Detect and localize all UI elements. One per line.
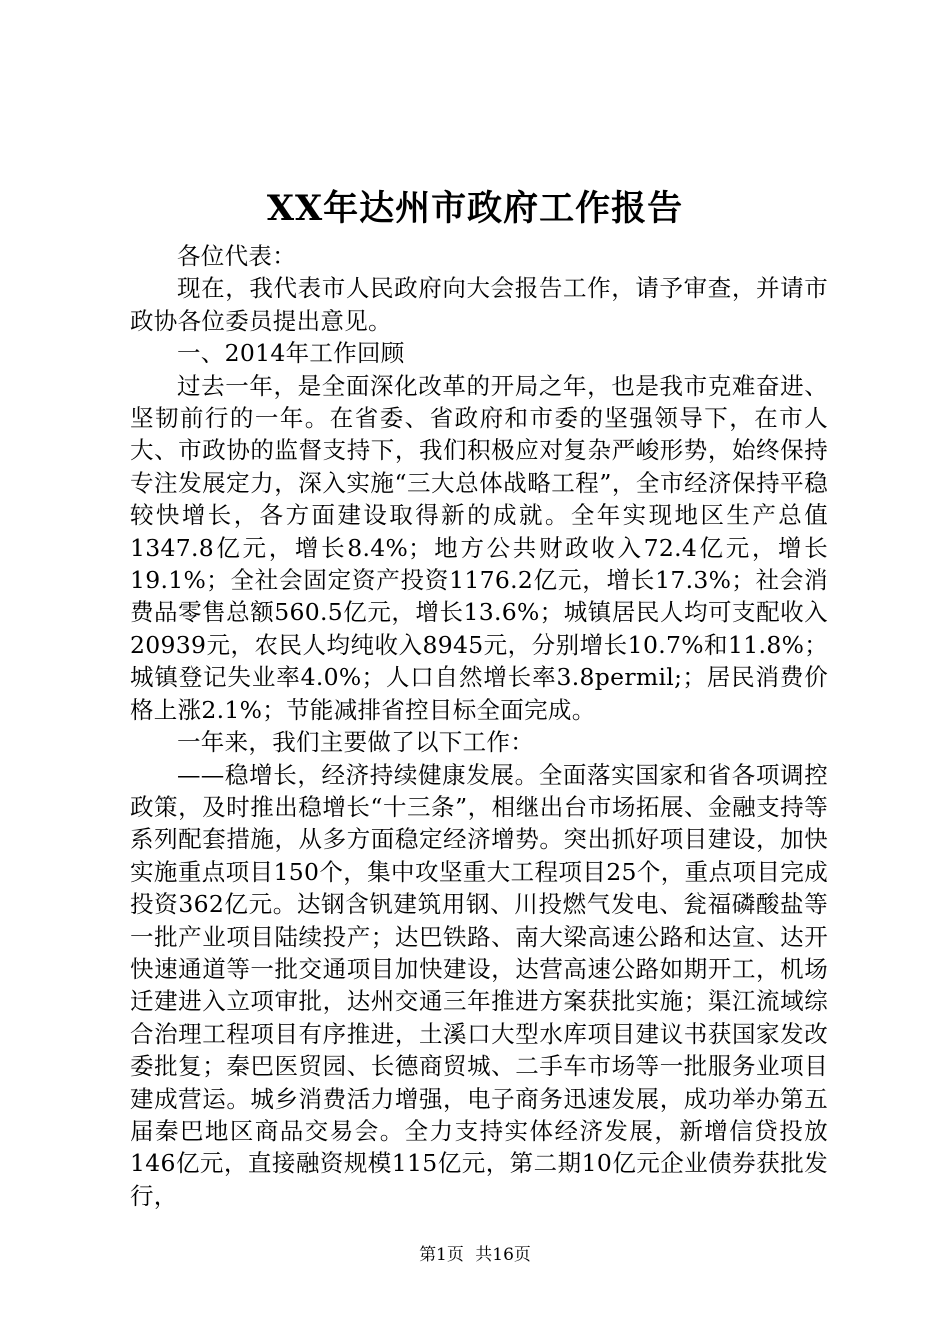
paragraph-review: 过去一年，是全面深化改革的开局之年，也是我市克难奋进、坚韧前行的一年。在省委、省政府和市委的坚强领导下，在市人大、市政协的监督支持下，我们积极应对复杂严峻形势，始终保持专注发展定力，深入实施“三大总体战略工程”，全市经济保持平稳较快增长，各方面建设取得新的成就。全年实现地区生产总值1347.8亿元，增长8.4%；地方公共财政收入72.4亿元，增长19.1%；全社会固定资产投资1176.2亿元，增长17.3%；社会消费品零售总额560.5亿元，增长13.6%；城镇居民人均可支配收入20939元，农民人均纯收入8945元，分别增长10.7%和11.8%；城镇登记失业率4.0%；人口自然增长率3.8permil;；居民消费价格上涨2.1%；节能减排省控目标全面完成。 (130, 371, 828, 724)
paragraph-growth: ——稳增长，经济持续健康发展。全面落实国家和省各项调控政策，及时推出稳增长“十三条”，相继出台市场拓展、金融支持等系列配套措施，从多方面稳定经济增势。突出抓好项目建设，加快实施重点项目150个，集中攻坚重大工程项目25个，重点项目完成投资362亿元。达钢含钒建筑用钢、川投燃气发电、瓮福磷酸盐等一批产业项目陆续投产；达巴铁路、南大梁高速公路和达宣、达开快速通道等一批交通项目加快建设，达营高速公路如期开工，机场迁建进入立项审批，达州交通三年推进方案获批实施；渠江流域综合治理工程项目有序推进，土溪口大型水库项目建议书获国家发改委批复；秦巴医贸园、长德商贸城、二手车市场等一批服务业项目建成营运。城乡消费活力增强，电子商务迅速发展，成功举办第五届秦巴地区商品交易会。全力支持实体经济发展，新增信贷投放146亿元，直接融资规模115亿元，第二期10亿元企业债券获批发行， (130, 760, 828, 1210)
paragraph-work-intro: 一年来，我们主要做了以下工作： (177, 728, 534, 757)
document-title: XX年达州市政府工作报告 (266, 188, 684, 229)
document-body (130, 240, 828, 1212)
page-number-footer: 第1页 共16页 (419, 1245, 531, 1265)
paragraph-salutation: 各位代表： (177, 242, 296, 270)
section-heading: 一、2014年工作回顾 (177, 339, 405, 368)
paragraph-intro: 现在，我代表市人民政府向大会报告工作，请予审查，并请市政协各位委员提出意见。 (130, 274, 828, 335)
